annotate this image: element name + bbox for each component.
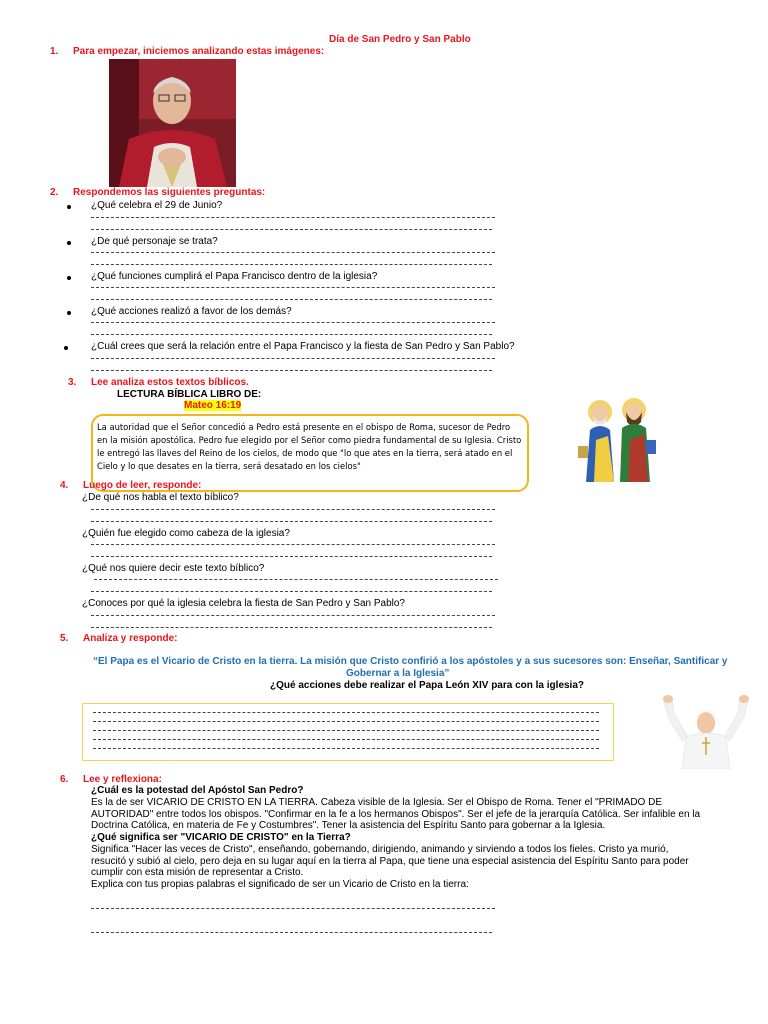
answer-line[interactable] bbox=[91, 627, 492, 628]
section6-number: 6. bbox=[60, 774, 69, 785]
question-item: ¿Qué funciones cumplirá el Papa Francisco dentro de la iglesia? bbox=[91, 271, 378, 282]
answer-line[interactable] bbox=[91, 322, 495, 323]
section2-number: 2. bbox=[50, 187, 59, 198]
reflection-question-1: ¿Cuál es la potestad del Apóstol San Pedro? bbox=[91, 785, 304, 796]
answer-line[interactable] bbox=[93, 712, 599, 713]
question-item: ¿De qué personaje se trata? bbox=[91, 236, 218, 247]
answer-line[interactable] bbox=[93, 739, 599, 740]
question-item: ¿Qué acciones realizó a favor de los demás? bbox=[91, 306, 292, 317]
section4-number: 4. bbox=[60, 480, 69, 491]
answer-line[interactable] bbox=[91, 217, 495, 218]
answer-line[interactable] bbox=[91, 591, 492, 592]
reading-title: LECTURA BÍBLICA LIBRO DE: bbox=[117, 389, 262, 400]
answer-box[interactable] bbox=[82, 703, 614, 761]
pope-photo bbox=[109, 59, 236, 187]
reflection-paragraph-2: Significa "Hacer las veces de Cristo", enseñando, gobernando, dirigiendo, animando y sirviendo a todos los fieles. Cristo ya murió, resucitó y subió al cielo, pero deja en su lugar aquí en la tierra al Papa, que tiene una especial asistencia del Espíritu Santo para poder cumplir con esta misión de representar a Cristo. bbox=[91, 844, 689, 878]
bullet bbox=[67, 276, 71, 280]
reflection-instruction: Explica con tus propias palabras el significado de ser un Vicario de Cristo en la tierra: bbox=[91, 879, 469, 890]
answer-line[interactable] bbox=[91, 334, 492, 335]
bullet bbox=[67, 241, 71, 245]
bullet bbox=[67, 205, 71, 209]
question-item: ¿Quién fue elegido como cabeza de la iglesia? bbox=[82, 528, 290, 539]
answer-line[interactable] bbox=[91, 229, 492, 230]
answer-line[interactable] bbox=[91, 252, 495, 253]
bullet bbox=[64, 346, 68, 350]
answer-line[interactable] bbox=[91, 264, 492, 265]
answer-line[interactable] bbox=[93, 730, 599, 731]
section3-heading: Lee analiza estos textos bíblicos. bbox=[91, 377, 249, 388]
section3-number: 3. bbox=[68, 377, 77, 388]
question-item: ¿Conoces por qué la iglesia celebra la fiesta de San Pedro y San Pablo? bbox=[82, 598, 405, 609]
section4-heading: Luego de leer, responde: bbox=[83, 480, 202, 491]
answer-line[interactable] bbox=[93, 748, 599, 749]
answer-line[interactable] bbox=[91, 615, 495, 616]
section1-number: 1. bbox=[50, 46, 59, 57]
quote-line-1: “El Papa es el Vicario de Cristo en la tierra. La misión que Cristo confirió a los apóstoles y a sus sucesores son: Enseñar, Santificar y bbox=[93, 656, 728, 667]
reflection-question-2: ¿Qué significa ser "VICARIO DE CRISTO" en la Tierra? bbox=[91, 832, 351, 843]
scripture-box: La autoridad que el Señor concedió a Pedro está presente en el obispo de Roma, sucesor de Pedro en la misión apostólica. Pedro fue elegido por el Señor como piedra fundamental de su Iglesia. Cristo le entregó las llaves del Reino de los cielos, de modo que "lo que ates en la tierra, será atado en el Cielo y lo que desates en la tierra, será desatado en los cielos" bbox=[91, 414, 529, 492]
reflection-paragraph-1: Es la de ser VICARIO DE CRISTO EN LA TIERRA. Cabeza visible de la Iglesia. Ser el Obispo de Roma. Tener el "PRIMADO DE AUTORIDAD" entre todos los obispos. "Confirmar en la fe a los hermanos Obispos". Ser el jefe de la jerarquía Católica. Ser infalible en la Doctrina Católica, en materia de Fe y Costumbres". Tener la asistencia del Espíritu Santo para gobernar a la Iglesia. bbox=[91, 797, 701, 831]
answer-line[interactable] bbox=[91, 287, 495, 288]
answer-line[interactable] bbox=[91, 932, 492, 933]
section2-heading: Respondemos las siguientes preguntas: bbox=[73, 187, 266, 198]
bible-reference: Mateo 16:19 bbox=[184, 400, 242, 411]
bullet bbox=[67, 311, 71, 315]
pope-waving-photo bbox=[660, 693, 752, 769]
answer-line[interactable] bbox=[91, 370, 492, 371]
question-item: ¿Qué celebra el 29 de Junio? bbox=[91, 200, 223, 211]
section5-heading: Analiza y responde: bbox=[83, 633, 178, 644]
answer-line[interactable] bbox=[91, 521, 492, 522]
answer-line[interactable] bbox=[91, 509, 495, 510]
section6-heading: Lee y reflexiona: bbox=[83, 774, 162, 785]
page-title: Día de San Pedro y San Pablo bbox=[329, 34, 471, 45]
answer-line[interactable] bbox=[91, 358, 495, 359]
answer-line[interactable] bbox=[94, 579, 498, 580]
section5-question: ¿Qué acciones debe realizar el Papa León XIV para con la iglesia? bbox=[270, 680, 585, 691]
section5-number: 5. bbox=[60, 633, 69, 644]
question-item: ¿Cuál crees que será la relación entre el Papa Francisco y la fiesta de San Pedro y San Pablo? bbox=[91, 341, 515, 352]
section1-heading: Para empezar, iniciemos analizando estas imágenes: bbox=[73, 46, 325, 57]
saints-peter-paul-illustration bbox=[574, 396, 660, 482]
quote-line-2: Gobernar a la Iglesia” bbox=[346, 668, 450, 679]
answer-line[interactable] bbox=[91, 556, 492, 557]
question-item: ¿De qué nos habla el texto bíblico? bbox=[82, 492, 239, 503]
answer-line[interactable] bbox=[91, 544, 495, 545]
answer-line[interactable] bbox=[91, 908, 495, 909]
question-item: ¿Qué nos quiere decir este texto bíblico? bbox=[82, 563, 265, 574]
answer-line[interactable] bbox=[93, 721, 599, 722]
answer-line[interactable] bbox=[91, 299, 492, 300]
